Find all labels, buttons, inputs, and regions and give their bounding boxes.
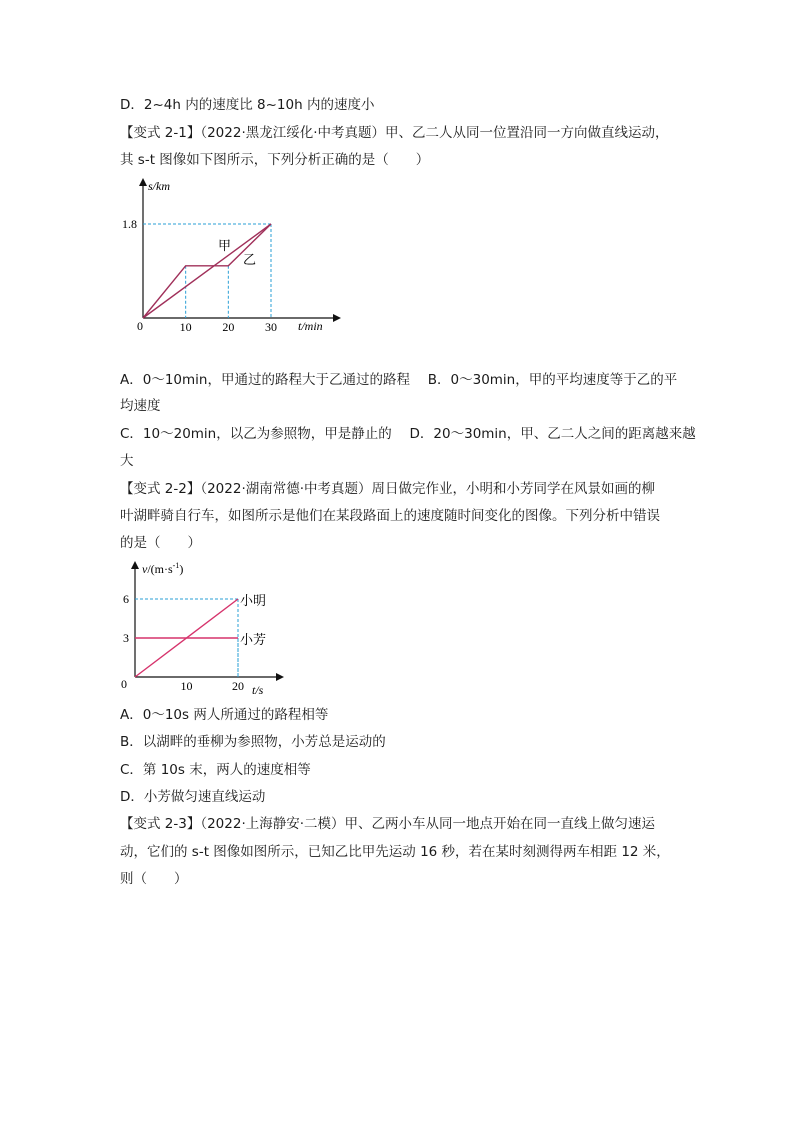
x-tick-label: 10 <box>179 320 192 334</box>
x-tick-label: 30 <box>265 320 277 334</box>
option-d: D．小芳做匀速直线运动 <box>120 789 266 805</box>
series-label: 小明 <box>240 593 267 608</box>
x-axis-arrow <box>333 314 341 322</box>
x-tick-label: 10 <box>180 679 193 693</box>
option-b: B．以湖畔的垂柳为参照物，小芳总是运动的 <box>120 734 386 750</box>
x-axis-label: t/min <box>298 319 323 333</box>
option-c-d-line: C．10～20min，以乙为参照物，甲是静止的 D．20～30min，甲、乙二人之间的距离越来越 <box>120 426 696 442</box>
y-axis-label: s/km <box>148 179 170 193</box>
origin-label: 0 <box>137 319 143 333</box>
st-graph-2-1 <box>118 172 348 337</box>
x-tick-label: 20 <box>222 320 235 334</box>
problem-2-1-title: 【变式 2-1】（2022·黑龙江绥化·中考真题）甲、乙二人从同一位置沿同一方向做直线运动， <box>120 125 669 141</box>
option-c: C．第 10s 末，两人的速度相等 <box>120 762 311 778</box>
y-axis-label: $v/(m\cdot s^{-1})$ <box>142 561 184 576</box>
series-label: 乙 <box>243 252 257 267</box>
option-b-cont: 均速度 <box>120 398 161 414</box>
y-tick-label: 6 <box>123 592 129 606</box>
problem-2-3-stem-1: 动，它们的 s-t 图像如图所示，已知乙比甲先运动 16 秒，若在某时刻测得两车相距 12 米， <box>120 844 670 860</box>
x-axis-label: t/s <box>252 683 264 697</box>
origin-label: 0 <box>121 677 127 691</box>
y-axis-arrow <box>139 178 147 186</box>
problem-2-3-stem-2: 则（ ） <box>120 871 188 887</box>
vt-graph-2-2 <box>118 555 293 700</box>
x-axis-arrow <box>276 673 284 681</box>
series-label: 小芳 <box>240 632 267 647</box>
problem-2-1-stem: 其 s-t 图像如下图所示，下列分析正确的是（ ） <box>120 152 430 168</box>
y-tick-label: 1.8 <box>122 217 137 231</box>
problem-2-3-title: 【变式 2-3】（2022·上海静安·二模）甲、乙两小车从同一地点开始在同一直线上做匀速运 <box>120 816 656 832</box>
option-d-cont: 大 <box>120 453 134 469</box>
problem-2-2-title: 【变式 2-2】（2022·湖南常德·中考真题）周日做完作业，小明和小芳同学在风景如画的柳 <box>120 481 656 497</box>
option-d-line: D．2~4h 内的速度比 8~10h 内的速度小 <box>120 97 375 113</box>
problem-2-2-stem-1: 叶湖畔骑自行车，如图所示是他们在某段路面上的速度随时间变化的图像。下列分析中错误 <box>120 508 660 524</box>
y-tick-label: 3 <box>123 631 129 645</box>
series-label: 甲 <box>218 238 232 253</box>
problem-2-2-stem-2: 的是（ ） <box>120 535 201 551</box>
option-a: A．0～10s 两人所通过的路程相等 <box>120 707 329 723</box>
series-line-1 <box>143 224 271 318</box>
y-axis-arrow <box>131 561 139 569</box>
x-tick-label: 20 <box>232 679 244 693</box>
option-a-b-line: A．0～10min，甲通过的路程大于乙通过的路程 B．0～30min，甲的平均速度等于乙的平 <box>120 372 678 388</box>
